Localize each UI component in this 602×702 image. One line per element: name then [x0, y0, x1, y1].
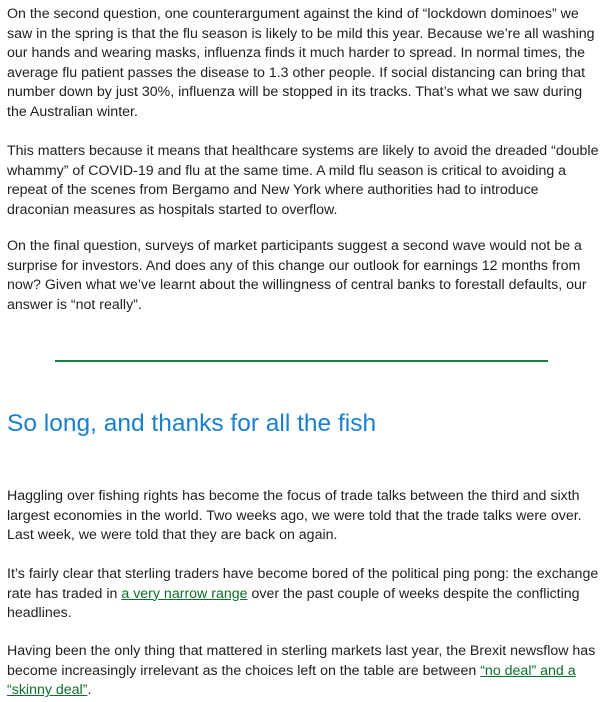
text-brexit-before: Having been the only thing that mattered in sterling markets last year, the Brexit newsflow has become increasingly irrelevant as the choices left on the table are between: [7, 643, 596, 679]
paragraph-flu-season: On the second question, one counterargument against the kind of “lockdown dominoes” we saw in the spring is that the flu season is likely to be mild this year. Because we’re all washing our hands and wearing masks, influenza finds it much harder to spread. In normal times, the average flu patient passes the disease to 1.3 other people. If social distancing can bring that number down by just 30%, influenza will be stopped in its tracks. That’s what we saw during the Australian winter.: [7, 6, 595, 120]
paragraph-brexit-newsflow: [7, 642, 599, 701]
narrow-range-link[interactable]: a very narrow range: [121, 585, 248, 602]
paragraph-fishing-rights: Haggling over fishing rights has become the focus of trade talks between the third and sixth largest economies in the world. Two weeks ago, we were told that the trade talks were over. Last week, we were told that they are back on again.: [7, 488, 582, 544]
section-heading: So long, and thanks for all the fish: [7, 410, 377, 437]
paragraph-final-question: On the final question, surveys of market participants suggest a second wave would not be a surprise for investors. And does any of this change our outlook for earnings 12 months from now? Given what we’ve learnt about the willingness of central banks to forestall defaults, our answer is “not really”.: [7, 238, 587, 313]
text-sterling-before: It’s fairly clear that sterling traders have become bored of the political ping pong: the exchange rate has traded in: [7, 566, 599, 602]
paragraph-sterling-traders: [7, 565, 599, 624]
text-sterling-after: over the past couple of weeks despite the conflicting headlines.: [7, 585, 580, 622]
section-divider: [55, 360, 548, 362]
paragraph-healthcare-systems: This matters because it means that healthcare systems are likely to avoid the dreaded “double whammy” of COVID-19 and flu at the same time. A mild flu season is critical to avoiding a repeat of the scenes from Bergamo and New York where authorities had to introduce draconian measures as hospitals started to overflow.: [7, 143, 599, 218]
text-brexit-after: .: [87, 682, 92, 699]
no-deal-skinny-deal-link[interactable]: “no deal” and a “skinny deal”: [7, 662, 576, 699]
